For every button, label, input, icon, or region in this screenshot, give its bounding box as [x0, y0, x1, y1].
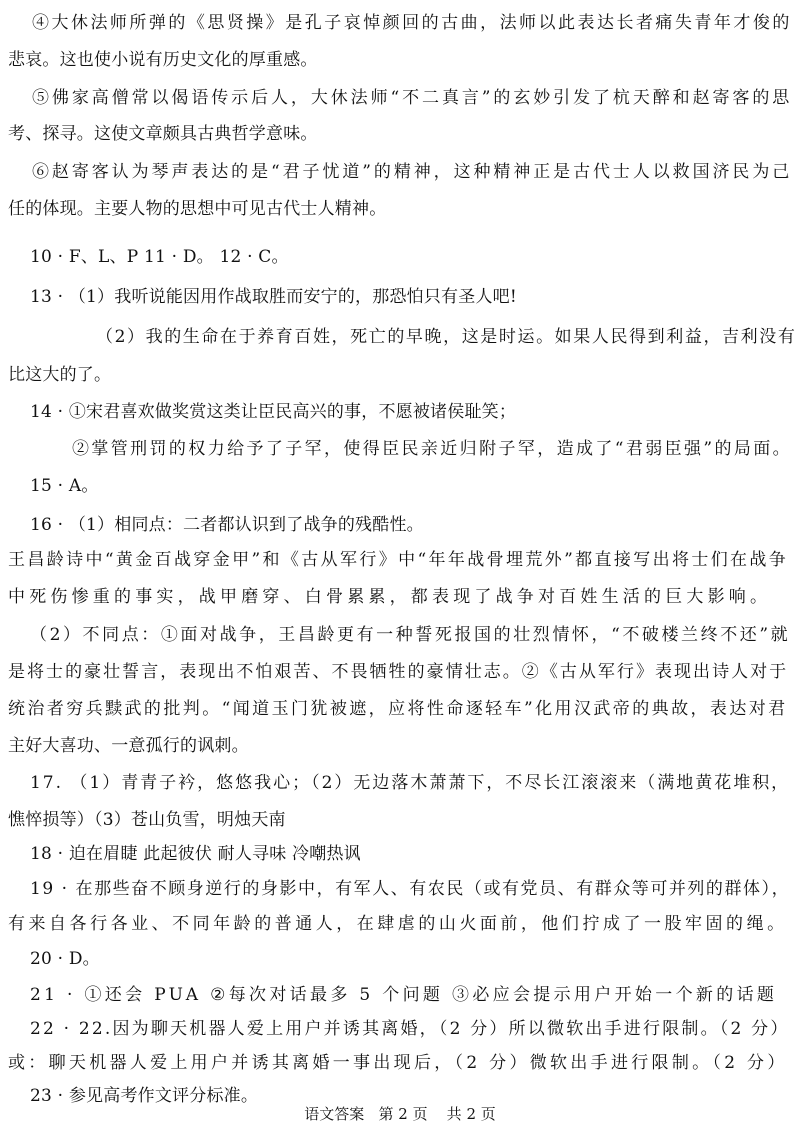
page-footer: 语文答案 第 2 页 共 2 页: [304, 1105, 496, 1123]
text-line-6: 任的体现。主要人物的思想中可见古代士人精神。: [8, 199, 387, 219]
text-line-25: 有来自各行各业、不同年龄的普通人，在肆虐的山火面前，他们拧成了一股牢固的绳。: [8, 914, 788, 934]
text-line-23: 18 · 迫在眉睫 此起彼伏 耐人寻味 冷嘲热讽: [30, 844, 361, 864]
text-line-15: 王昌龄诗中“黄金百战穿金甲”和《古从军行》中“年年战骨埋荒外”都直接写出将士们在战争: [8, 550, 789, 570]
text-line-1: ④大休法师所弹的《思贤操》是孔子哀悼颜回的古曲，法师以此表达长者痛失青年才俊的: [32, 13, 792, 33]
text-line-27: 21 · ①还会 PUA ②每次对话最多 5 个问题 ③必应会提示用户开始一个新的话题: [30, 985, 778, 1005]
text-line-4: 考、探寻。这使文章颇具古典哲学意味。: [8, 124, 318, 144]
text-line-14: 16 · （1）相同点：二者都认识到了战争的残酷性。: [30, 515, 424, 535]
text-line-29: 或：聊天机器人爱上用户并诱其离婚一事出现后，（2 分）微软出手进行限制。（2 分）: [8, 1053, 788, 1073]
text-line-24: 19 · 在那些奋不顾身逆行的身影中，有军人、有农民（或有党员、有群众等可并列的群体），: [30, 879, 791, 899]
text-line-19: 统治者穷兵黩武的批判。“闻道玉门犹被遮，应将性命逐轻车”化用汉武帝的典故，表达对君: [8, 699, 788, 719]
text-line-13: 15 · A。: [30, 476, 99, 496]
text-line-9: （2）我的生命在于养育百姓，死亡的早晚，这是时运。如果人民得到利益，吉利没有: [96, 327, 797, 347]
text-line-12: ②掌管刑罚的权力给予了子罕，使得臣民亲近归附子罕，造成了“君弱臣强”的局面。: [72, 439, 792, 459]
text-line-11: 14 · ①宋君喜欢做奖赏这类让臣民高兴的事，不愿被诸侯耻笑；: [30, 402, 517, 422]
text-line-17: （2）不同点：①面对战争，王昌龄更有一种誓死报国的壮烈情怀，“不破楼兰终不还”就: [30, 625, 791, 645]
text-line-18: 是将士的豪壮誓言，表现出不怕艰苦、不畏牺牲的豪情壮志。②《古从军行》表现出诗人对于: [8, 662, 789, 682]
text-line-8: 13 · （1）我听说能因用作战取胜而安宁的，那恐怕只有圣人吧!: [30, 287, 517, 307]
text-line-22: 憔悴损等）（3）苍山负雪，明烛天南: [8, 810, 286, 830]
text-line-5: ⑥赵寄客认为琴声表达的是“君子忧道”的精神，这种精神正是古代士人以救国济民为己: [32, 162, 793, 182]
text-line-16: 中死伤惨重的事实，战甲磨穿、白骨累累，都表现了战争对百姓生活的巨大影响。: [8, 587, 772, 607]
text-line-21: 17. （1）青青子衿，悠悠我心；（2）无边落木萧萧下，不尽长江滚滚来（满地黄花堆积，: [30, 773, 791, 793]
text-line-20: 主好大喜功、一意孤行的讽刺。: [8, 736, 249, 756]
text-line-10: 比这大的了。: [8, 365, 112, 385]
text-line-2: 悲哀。这也使小说有历史文化的厚重感。: [8, 50, 318, 70]
text-line-28: 22 · 22.因为聊天机器人爱上用户并诱其离婚，（2 分）所以微软出手进行限制。（2 分）: [30, 1019, 790, 1039]
text-line-7: 10 · F、L、P 11 · D。 12 · C。: [30, 247, 289, 267]
text-line-26: 20 · D。: [30, 949, 100, 969]
text-line-30: 23 · 参见高考作文评分标准。: [30, 1086, 259, 1106]
text-line-3: ⑤佛家高僧常以偈语传示后人，大休法师“不二真言”的玄妙引发了杭天醉和赵寄客的思: [32, 88, 793, 108]
